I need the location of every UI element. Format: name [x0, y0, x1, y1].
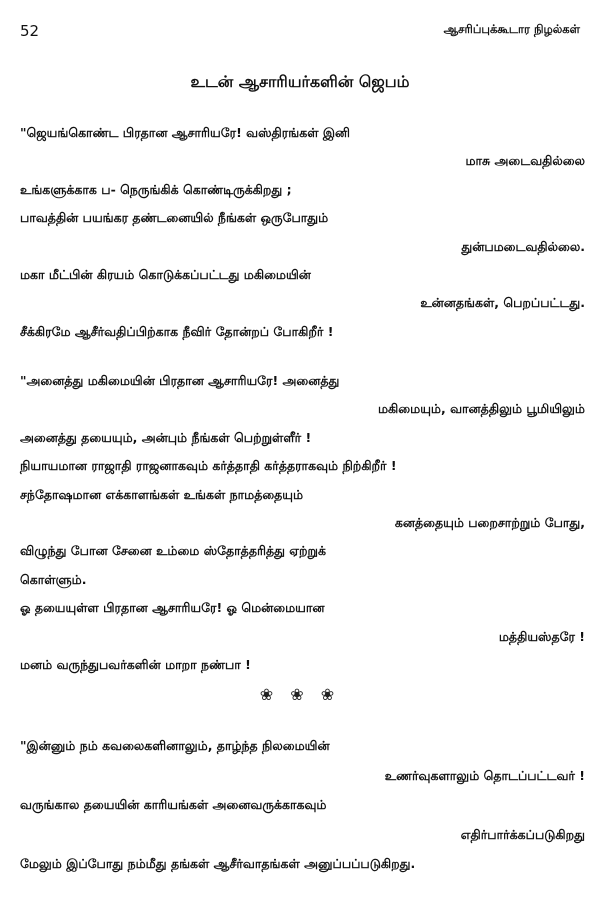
poem-line: உணர்வுகளாலும் தொடப்பட்டவர் ! — [384, 767, 585, 783]
poem-line: சீக்கிரமே ஆசீர்வதிப்பிற்காக நீவிர் தோன்றப் போகிறீர் ! — [20, 323, 334, 339]
poem-line: "ஜெயங்கொண்ட பிரதான ஆசாரியரே! வஸ்திரங்கள் இனி — [20, 125, 350, 140]
poem-line: வருங்கால தயையின் காரியங்கள் அனைவருக்காகவும் — [20, 797, 327, 812]
poem-line: மகா மீட்பின் கிரயம் கொடுக்கப்பட்டது மகிமையின் — [20, 267, 311, 282]
poem-line: "அனைத்து மகிமையின் பிரதான ஆசாரியரே! அனைத்து — [20, 373, 340, 388]
poem-line: மகிமையும், வானத்திலும் பூமியிலும் — [378, 401, 585, 417]
poem-line: விழுந்து போன சேனை உம்மை ஸ்தோத்தரித்து ஏற்றுக் — [20, 543, 326, 559]
poem-line: எதிர்பார்க்கப்படுகிறது — [460, 826, 585, 842]
poem-line: கனத்தையும் பறைசாற்றும் போது, — [394, 515, 585, 530]
poem-line: நியாயமான ராஜாதி ராஜனாகவும் கர்த்தாதி கர்த்தராகவும் நிற்கிறீர் ! — [20, 458, 397, 474]
poem-line: மேலும் இப்போது நம்மீது தங்கள் ஆசீர்வாதங்கள் அனுப்பப்படுகிறது. — [20, 856, 416, 871]
poem-line: மனம் வருந்துபவர்களின் மாறா நண்பா ! — [20, 657, 251, 672]
poem-line: உங்களுக்காக ப- நெருங்கிக் கொண்டிருக்கிறது ; — [20, 181, 292, 197]
poem-line: "இன்னும் நம் கவலைகளினாலும், தாழ்ந்த நிலமையின் — [20, 738, 330, 753]
poem-line: ஓ தயையுள்ள பிரதான ஆசாரியரே! ஓ மென்மையான — [20, 600, 325, 616]
poem-line: மத்தியஸ்தரே ! — [498, 628, 585, 644]
poem-line: சந்தோஷமான எக்காளங்கள் உங்கள் நாமத்தையும் — [20, 486, 304, 502]
poem-line: அனைத்து தயையும், அன்பும் நீங்கள் பெற்றுள்ளீர் ! — [20, 429, 312, 445]
poem-line: கொள்ளும். — [20, 571, 87, 587]
running-head: ஆசரிப்புக்கூடார நிழல்கள் — [443, 22, 580, 36]
section-title: உடன் ஆசாரியர்களின் ஜெபம் — [190, 72, 410, 91]
page-number: 52 — [20, 22, 40, 40]
poem-line: உன்னதங்கள், பெறப்பட்டது. — [420, 295, 585, 311]
poem-line: துன்பமடைவதில்லை. — [461, 238, 585, 254]
ornament-divider: ❀ ❀ ❀ — [259, 685, 341, 704]
poem-line: மாசு அடைவதில்லை — [465, 153, 585, 169]
poem-line: பாவத்தின் பயங்கர தண்டனையில் நீங்கள் ஒருபோதும் — [20, 210, 329, 226]
